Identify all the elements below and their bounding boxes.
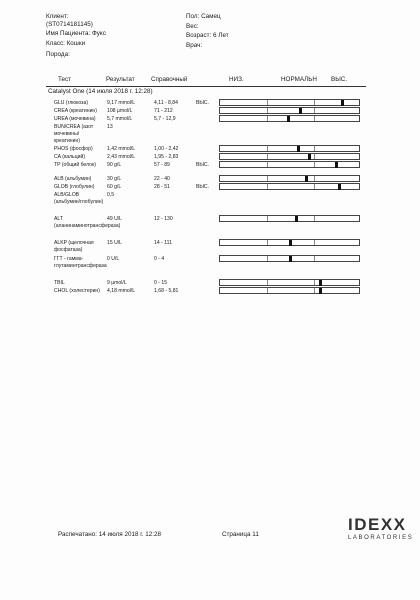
range-divider	[267, 162, 268, 167]
high-flag: ВЫС.	[196, 184, 210, 190]
header-divider	[46, 86, 366, 87]
reference-range: 14 - 111	[154, 240, 172, 246]
test-name: ALKP (щелочная фосфатаза)	[54, 240, 94, 254]
range-indicator-bar	[219, 175, 360, 182]
test-result: 15 U/L	[107, 240, 123, 246]
range-indicator-bar	[219, 107, 360, 114]
logo-main-text: IDEXX	[348, 515, 407, 534]
test-name: ГГТ - гамма-глутаминтрансфераза	[54, 256, 107, 270]
range-divider	[267, 216, 268, 221]
value-marker	[308, 154, 311, 160]
test-name: BUN/CREA (азот мочевины/креатинин)	[54, 124, 94, 145]
test-name: TBIL	[54, 280, 65, 286]
range-indicator-bar	[219, 215, 360, 222]
range-indicator-bar	[219, 239, 360, 246]
range-divider	[314, 154, 315, 159]
test-result: 5,7 mmol/L	[107, 116, 133, 122]
page-number: Страница 11	[222, 531, 259, 538]
value-marker	[338, 184, 341, 190]
value-marker	[319, 280, 322, 286]
value-marker	[297, 146, 300, 152]
weight-label: Вес:	[186, 23, 199, 30]
range-indicator-bar	[219, 153, 360, 160]
value-marker	[299, 108, 302, 114]
range-divider	[314, 108, 315, 113]
range-divider	[267, 116, 268, 121]
range-indicator-bar	[219, 115, 360, 122]
breed-label: Порода:	[46, 51, 70, 58]
test-name: ALT (аланинаминотрансфераза)	[54, 216, 121, 230]
value-marker	[305, 176, 308, 182]
high-flag: ВЫС.	[196, 162, 210, 168]
test-result: 49 U/L	[107, 216, 123, 222]
reference-range: 1,68 - 5,81	[154, 288, 179, 294]
high-flag: ВЫС.	[196, 100, 210, 106]
value-marker	[289, 240, 292, 246]
range-indicator-bar	[219, 145, 360, 152]
client-label: Клиент:	[46, 13, 69, 20]
range-divider	[267, 184, 268, 189]
test-result: 30 g/L	[107, 176, 122, 182]
reference-range: 4,11 - 8,84	[154, 100, 178, 106]
range-indicator-bar	[219, 279, 360, 286]
range-indicator-bar	[219, 255, 360, 262]
range-divider	[314, 256, 315, 261]
test-result: 4,18 mmol/L	[107, 288, 136, 294]
value-marker	[289, 256, 292, 262]
range-divider	[314, 280, 315, 285]
range-divider	[314, 100, 315, 105]
test-name: TP (общий белок)	[54, 162, 96, 168]
range-divider	[314, 116, 315, 121]
test-result: 60 g/L	[107, 184, 122, 190]
range-divider	[314, 176, 315, 181]
column-normal: НОРМАЛЬН	[281, 76, 317, 83]
patient-name: Имя Пациента: Фукс	[46, 30, 106, 37]
range-divider	[314, 146, 315, 151]
test-result: 13	[107, 124, 113, 130]
range-divider	[267, 154, 268, 159]
range-divider	[267, 100, 268, 105]
test-result: 2,43 mmol/L	[107, 154, 136, 160]
value-marker	[287, 116, 290, 122]
test-result: 9 µmol/L	[107, 280, 127, 286]
doctor-label: Врач:	[186, 42, 203, 49]
range-divider	[267, 280, 268, 285]
idexx-logo	[348, 515, 420, 541]
value-marker	[319, 288, 322, 294]
range-divider	[267, 240, 268, 245]
reference-range: 71 - 212	[154, 108, 173, 114]
column-low: НИЗ.	[229, 76, 244, 83]
test-result: 1,42 mmol/L	[107, 146, 136, 152]
test-result: 90 g/L	[107, 162, 122, 168]
column-high: ВЫС.	[331, 76, 348, 83]
reference-range: 1,00 - 2,42	[154, 146, 179, 152]
test-name: CHOL (холестерин)	[54, 288, 100, 294]
range-divider	[314, 288, 315, 293]
column-result: Результат	[106, 76, 135, 83]
value-marker	[335, 162, 338, 168]
range-indicator-bar	[219, 183, 360, 190]
client-id: (ST0714181145)	[46, 21, 93, 28]
range-divider	[267, 108, 268, 113]
test-name: UREA (мочевина)	[54, 116, 96, 122]
range-divider	[314, 216, 315, 221]
reference-range: 28 - 51	[154, 184, 170, 190]
range-divider	[267, 256, 268, 261]
section-title: Catalyst One (14 июля 2018 г. 12:28)	[48, 88, 153, 95]
reference-range: 12 - 130	[154, 216, 173, 222]
range-divider	[267, 176, 268, 181]
range-divider	[314, 184, 315, 189]
column-test: Тест	[58, 76, 72, 83]
animal-class: Класс: Кошки	[46, 40, 86, 47]
reference-range: 22 - 40	[154, 176, 170, 182]
value-marker	[295, 216, 298, 222]
test-name: PHOS (фосфор)	[54, 146, 93, 152]
range-indicator-bar	[219, 161, 360, 168]
range-indicator-bar	[219, 99, 360, 106]
range-divider	[267, 288, 268, 293]
range-divider	[267, 146, 268, 151]
test-name: CA (кальций)	[54, 154, 86, 160]
reference-range: 0 - 4	[154, 256, 165, 262]
test-result: 9,17 mmol/L	[107, 100, 136, 106]
test-result: 0 U/L	[107, 256, 120, 262]
test-name: CREA (креатинин)	[54, 108, 97, 114]
range-divider	[314, 240, 315, 245]
age-label: Возраст: 6 Лет	[186, 32, 229, 39]
reference-range: 57 - 89	[154, 162, 170, 168]
value-marker	[341, 100, 344, 106]
reference-range: 1,95 - 2,83	[154, 154, 179, 160]
column-reference: Справочный	[151, 76, 188, 83]
test-result: 0,5	[107, 192, 115, 198]
printed-timestamp: Распечатано: 14 июля 2018 г. 12:28	[58, 531, 162, 538]
range-divider	[314, 162, 315, 167]
test-result: 108 µmol/L	[107, 108, 133, 114]
sex-label: Пол: Самец	[186, 13, 221, 20]
logo-sub-text: LABORATORIES	[348, 535, 414, 541]
test-name: GLOB (глобулин)	[54, 184, 95, 190]
test-name: GLU (глюкоза)	[54, 100, 89, 106]
test-name: ALB (альбумин)	[54, 176, 92, 182]
test-name: ALB/GLOB (альбумин/глобулин)	[54, 192, 104, 206]
range-indicator-bar	[219, 287, 360, 294]
reference-range: 0 - 15	[154, 280, 168, 286]
reference-range: 5,7 - 12,9	[154, 116, 176, 122]
